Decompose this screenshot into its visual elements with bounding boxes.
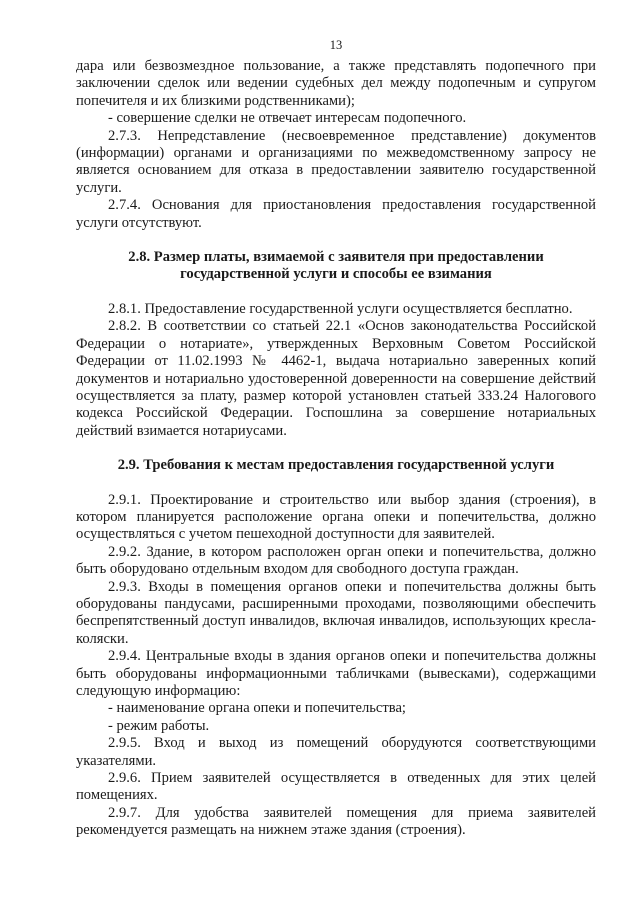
list-item-dash: - наименование органа опеки и попечительства; (108, 700, 406, 717)
page-number: 13 (329, 38, 343, 52)
paragraph-2-9-6: 2.9.6. Прием заявителей осуществляется в отведенных для этих целей помещениях. (76, 770, 596, 804)
section-heading-2-9: 2.9. Требования к местам предоставления государственной услуги (117, 457, 555, 474)
spacer (76, 440, 596, 457)
list-item-dash: - режим работы. (108, 717, 210, 734)
spacer (76, 284, 596, 301)
spacer (76, 232, 596, 249)
paragraph-2-9-7: 2.9.7. Для удобства заявителей помещения для приема заявителей рекомендуется размещать на нижнем этаже здания (строения). (76, 804, 596, 839)
paragraph-2-9-1: 2.9.1. Проектирование и строительство или выбор здания (строения), в котором планируется расположение органа опеки и попечительства, должно осуществляться с учетом пешеходной доступности для заявителей. (76, 491, 596, 543)
section-heading-2-8-line2: государственной услуги и способы ее взимания (180, 266, 492, 283)
paragraph-2-8-2: 2.8.2. В соответствии со статьей 22.1 «Основ законодательства Российской Федерации о нотариате», утвержденных Верховным Советом Российской Федерации от 11.02.1993 № 4462-1, выдача нотариально заверенных копий документов и нотариально удостоверенной доверенности на совершение действий осуществляется за плату, размер которой установлен статьей 333.24 Налогового кодекса Российской Федерации. Госпошлина за совершение нотариальных действий взимается нотариусами. (76, 318, 596, 439)
paragraph-continued: дара или безвозмездное пользование, а также представлять подопечного при заключении сделок или ведении судебных дел между подопечным и супругом попечителя и их близкими родственниками); (76, 58, 596, 109)
spacer (76, 475, 596, 492)
paragraph-2-8-1: 2.8.1. Предоставление государственной услуги осуществляется бесплатно. (108, 300, 573, 317)
paragraph-2-7-4: 2.7.4. Основания для приостановления предоставления государственной услуги отсутствуют. (76, 197, 596, 231)
paragraph-2-9-4: 2.9.4. Центральные входы в здания органов опеки и попечительства должны быть оборудованы информационными табличками (вывесками), содержащими следующую информацию: (76, 648, 596, 699)
paragraph-2-7-3: 2.7.3. Непредставление (несвоевременное представление) документов (информации) органами и организациями по межведомственному запросу не является основанием для отказа в предоставлении заявителю государственной услуги. (76, 127, 596, 196)
list-item-dash: - совершение сделки не отвечает интересам подопечного. (108, 110, 467, 127)
document-body (76, 58, 596, 840)
section-heading-2-8-line1: 2.8. Размер платы, взимаемой с заявителя при предоставлении (128, 249, 544, 266)
paragraph-2-9-3: 2.9.3. Входы в помещения органов опеки и попечительства должны быть оборудованы пандусами, расширенными проходами, позволяющими обеспечить беспрепятственный доступ инвалидов, включая инвалидов, использующих кресла-коляски. (76, 578, 596, 647)
paragraph-2-9-5: 2.9.5. Вход и выход из помещений оборудуются соответствующими указателями. (76, 735, 596, 769)
paragraph-2-9-2: 2.9.2. Здание, в котором расположен орган опеки и попечительства, должно быть оборудовано отдельным входом для свободного доступа граждан. (76, 543, 596, 578)
